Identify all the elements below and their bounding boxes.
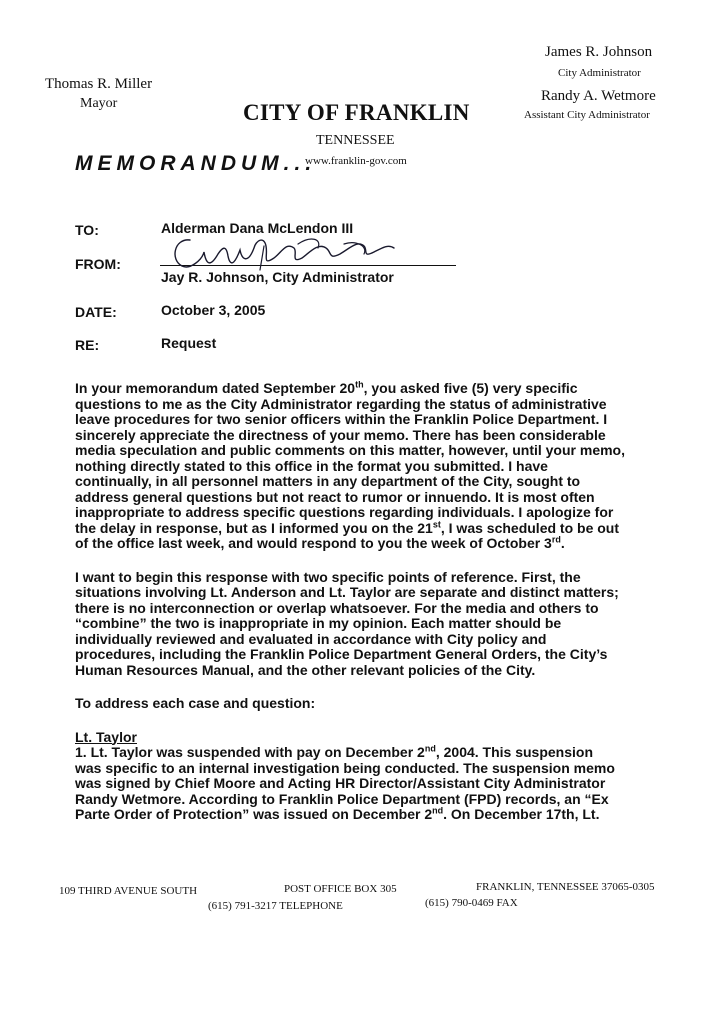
line-text: nothing directly stated to this office in the format you submitted. I have	[75, 457, 548, 474]
line-text: “combine” the two is inappropriate in my opinion. Each matter should be	[75, 615, 562, 631]
memo-body	[75, 381, 695, 823]
body-line	[75, 745, 695, 761]
line-text: was specific to an internal investigation being conducted. The suspension memo	[75, 759, 615, 776]
body-line	[75, 632, 695, 648]
paragraph-points-of-reference	[75, 570, 695, 679]
website-url: www.franklin-gov.com	[305, 155, 407, 167]
body-line	[75, 443, 695, 459]
mayor-name: Thomas R. Miller	[45, 76, 153, 92]
date-label: DATE:	[75, 304, 117, 320]
line-text: inappropriate to address specific questions regarding individuals. I apologize for	[75, 504, 614, 520]
body-line	[75, 585, 695, 601]
state-name: TENNESSEE	[316, 133, 395, 148]
body-line	[75, 663, 695, 679]
administrator-name: James R. Johnson	[545, 44, 653, 60]
line-text: questions to me as the City Administrator regarding the status of administrative	[75, 395, 607, 412]
from-value: Jay R. Johnson, City Administrator	[161, 269, 394, 285]
line-text: I want to begin this response with two specific points of reference. First, the	[75, 568, 581, 585]
body-line	[75, 459, 695, 475]
line-text: individually reviewed and evaluated in accordance with City policy and	[75, 630, 547, 647]
line-text: situations involving Lt. Anderson and Lt. Taylor are separate and distinct matters;	[75, 584, 619, 600]
line-text: continually, in all personnel matters in any department of the City, sought to	[75, 473, 581, 489]
body-line	[75, 616, 695, 632]
line-text: , I was scheduled to be out	[440, 519, 620, 536]
mayor-title: Mayor	[80, 96, 118, 111]
body-line	[75, 807, 695, 823]
body-line	[75, 792, 695, 808]
to-value: Alderman Dana McLendon III	[161, 220, 354, 236]
line-text: address general questions but not react to rumor or innuendo. It is most often	[75, 488, 595, 505]
line-text: Parte Order of Protection” was issued on December 2	[75, 806, 433, 822]
paragraph-lt-taylor	[75, 745, 695, 823]
re-label: RE:	[75, 337, 100, 353]
body-line	[75, 518, 695, 537]
paragraph-introduction	[75, 381, 695, 552]
body-line	[75, 536, 695, 552]
assistant-administrator-title: Assistant City Administrator	[524, 109, 650, 121]
line-text: Human Resources Manual, and the other relevant policies of the City.	[75, 661, 536, 678]
line-text: the delay in response, but as I informed you on the 21	[75, 519, 433, 536]
footer-po-box: POST OFFICE BOX 305	[284, 883, 397, 895]
ordinal-suffix: st	[432, 518, 441, 529]
administrator-title: City Administrator	[558, 67, 641, 79]
body-line	[75, 397, 695, 413]
body-line	[75, 776, 695, 792]
line-text: leave procedures for two senior officers within the Franklin Police Department. I	[75, 411, 608, 427]
line-text: Randy Wetmore. According to Franklin Police Department (FPD) records, an “Ex	[75, 790, 609, 807]
body-line	[75, 381, 695, 397]
body-line	[75, 412, 695, 428]
ordinal-suffix: nd	[424, 743, 436, 754]
ordinal-suffix: th	[355, 379, 364, 390]
line-text: , you asked five (5) very specific	[363, 380, 578, 396]
line-text: procedures, including the Franklin Police Department General Orders, the City’s	[75, 646, 608, 662]
line-text: sincerely appreciate the directness of your memo. There has been considerable	[75, 426, 606, 443]
to-label: TO:	[75, 222, 99, 238]
line-text: , 2004. This suspension	[435, 744, 594, 760]
body-line	[75, 761, 695, 777]
body-line	[75, 570, 695, 586]
line-text: In your memorandum dated September 20	[75, 380, 356, 396]
line-text: of the office last week, and would respond to you the week of October 3	[75, 535, 552, 551]
footer-street-address: 109 THIRD AVENUE SOUTH	[59, 885, 198, 897]
date-value: October 3, 2005	[161, 302, 266, 318]
ordinal-suffix: nd	[432, 805, 444, 816]
body-line	[75, 647, 695, 663]
line-text: 1. Lt. Taylor was suspended with pay on December 2	[75, 744, 425, 760]
footer-city-zip: FRANKLIN, TENNESSEE 37065-0305	[476, 881, 655, 893]
paragraph-transition: To address each case and question:	[75, 695, 316, 711]
memorandum-heading: MEMORANDUM...	[75, 152, 317, 175]
city-name: CITY OF FRANKLIN	[243, 100, 470, 125]
section-heading-lt-taylor: Lt. Taylor	[75, 728, 137, 745]
line-text: . On December 17th, Lt.	[443, 806, 600, 822]
assistant-administrator-name: Randy A. Wetmore	[541, 88, 656, 104]
body-line	[75, 428, 695, 444]
body-line	[75, 490, 695, 506]
body-line	[75, 474, 695, 490]
footer-fax: (615) 790-0469 FAX	[425, 897, 518, 909]
line-text: there is no interconnection or overlap whatsoever. For the media and others to	[75, 599, 599, 616]
line-text: was signed by Chief Moore and Acting HR Director/Assistant City Administrator	[75, 775, 606, 791]
re-value: Request	[161, 335, 217, 351]
handwritten-signature	[168, 230, 398, 274]
line-text: .	[560, 535, 565, 551]
line-text: media speculation and public comments on this matter, however, until your memo,	[75, 442, 625, 458]
body-line	[75, 601, 695, 617]
body-line	[75, 505, 695, 521]
footer-telephone: (615) 791-3217 TELEPHONE	[208, 900, 343, 912]
from-label: FROM:	[75, 256, 121, 272]
ordinal-suffix: rd	[551, 534, 561, 545]
